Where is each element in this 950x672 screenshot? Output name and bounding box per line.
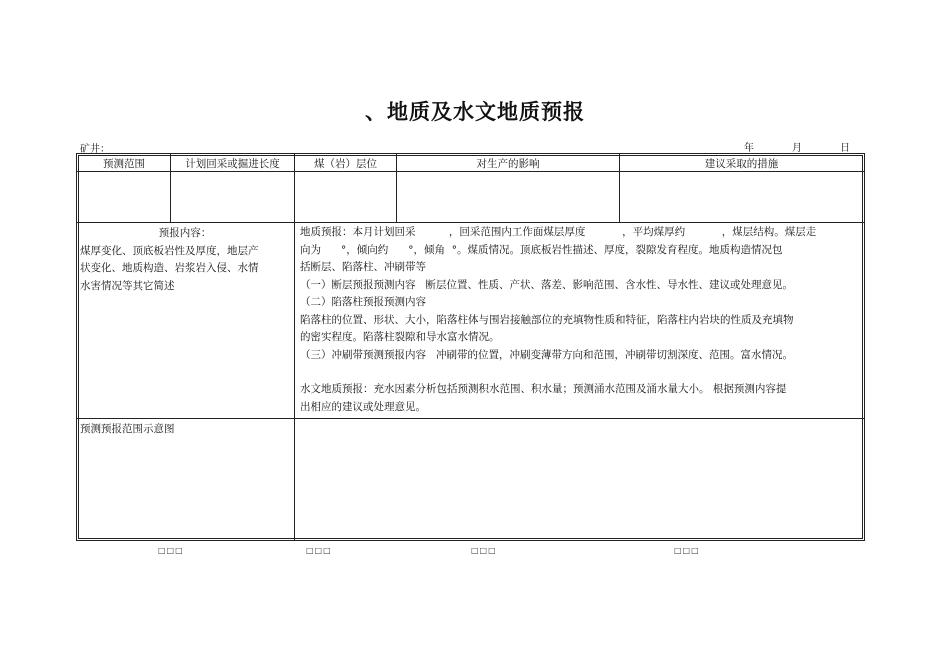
content-line: （一）断层预报预测内容 断层位置、性质、产状、落差、影响范围、含水性、导水性、建议或处理意见。 (300, 278, 794, 291)
header-measures: 建议采取的措施 (704, 158, 779, 170)
header-production-impact: 对生产的影响 (476, 158, 540, 170)
hydro-line: 出相应的建议或处理意见。 (300, 400, 426, 413)
forecast-content-label (80, 225, 290, 295)
signature-1: □□□ (158, 546, 184, 555)
row-divider-1 (77, 222, 864, 223)
content-line: 的密实程度。陷落柱裂隙和导水富水情况。 (300, 331, 500, 343)
forecast-title: 预报内容： (158, 227, 212, 239)
header-row-divider (77, 171, 864, 172)
month-label: 月 (792, 143, 802, 154)
content-line: 地质预报：本月计划回采 ，回采范围内工作面煤层厚度 ，平均煤厚约 ，煤层结构。煤层走 (300, 226, 817, 238)
row-divider-2 (77, 418, 864, 419)
signature-2: □□□ (306, 546, 332, 555)
forecast-line: 煤厚变化、顶底板岩性及厚度，地层产 (80, 244, 259, 257)
header-planned-length: 计划回采或掘进长度 (185, 158, 280, 170)
content-line: 括断层、陷落柱、冲刷带等 (300, 261, 426, 273)
forecast-content-body (300, 224, 858, 416)
signature-3: □□□ (471, 546, 497, 555)
content-line: 陷落柱的位置、形状、大小，陷落柱体与围岩接触部位的充填物性质和特征，陷落柱内岩块的性质及充填物 (300, 313, 794, 326)
day-label: 日 (840, 143, 850, 154)
sketch-label: 预测预报范围示意图 (80, 423, 175, 435)
signature-4: □□□ (674, 546, 700, 555)
year-label: 年 (744, 143, 754, 154)
content-line: 向为 °，倾向约 °，倾角 °。煤质情况。顶底板岩性描述、厚度，裂隙发育程度。地质构造情况包 (300, 243, 783, 256)
forecast-line: 水害情况等其它简述 (80, 279, 175, 292)
header-coal-seam: 煤（岩）层位 (314, 158, 377, 170)
date-fields (744, 139, 850, 154)
content-line: （二）陷落柱预报预测内容 (300, 296, 426, 308)
forecast-line: 状变化、地质构造、岩浆岩入侵、水情 (80, 262, 259, 274)
header-forecast-range: 预测范围 (103, 158, 145, 170)
content-line: （三）冲刷带预测预报内容 冲刷带的位置，冲刷变薄带方向和范围，冲刷带切割深度、范围。富水情况。 (300, 348, 794, 361)
hydro-line: 水文地质预报：充水因素分析包括预测积水范围、积水量；预测涌水范围及涌水量大小。 根据预测内容提 (300, 383, 787, 395)
page-title: 、地质及水文地质预报 (365, 100, 585, 124)
col-divider-2 (294, 154, 295, 540)
mine-label: 矿井： (80, 144, 110, 155)
